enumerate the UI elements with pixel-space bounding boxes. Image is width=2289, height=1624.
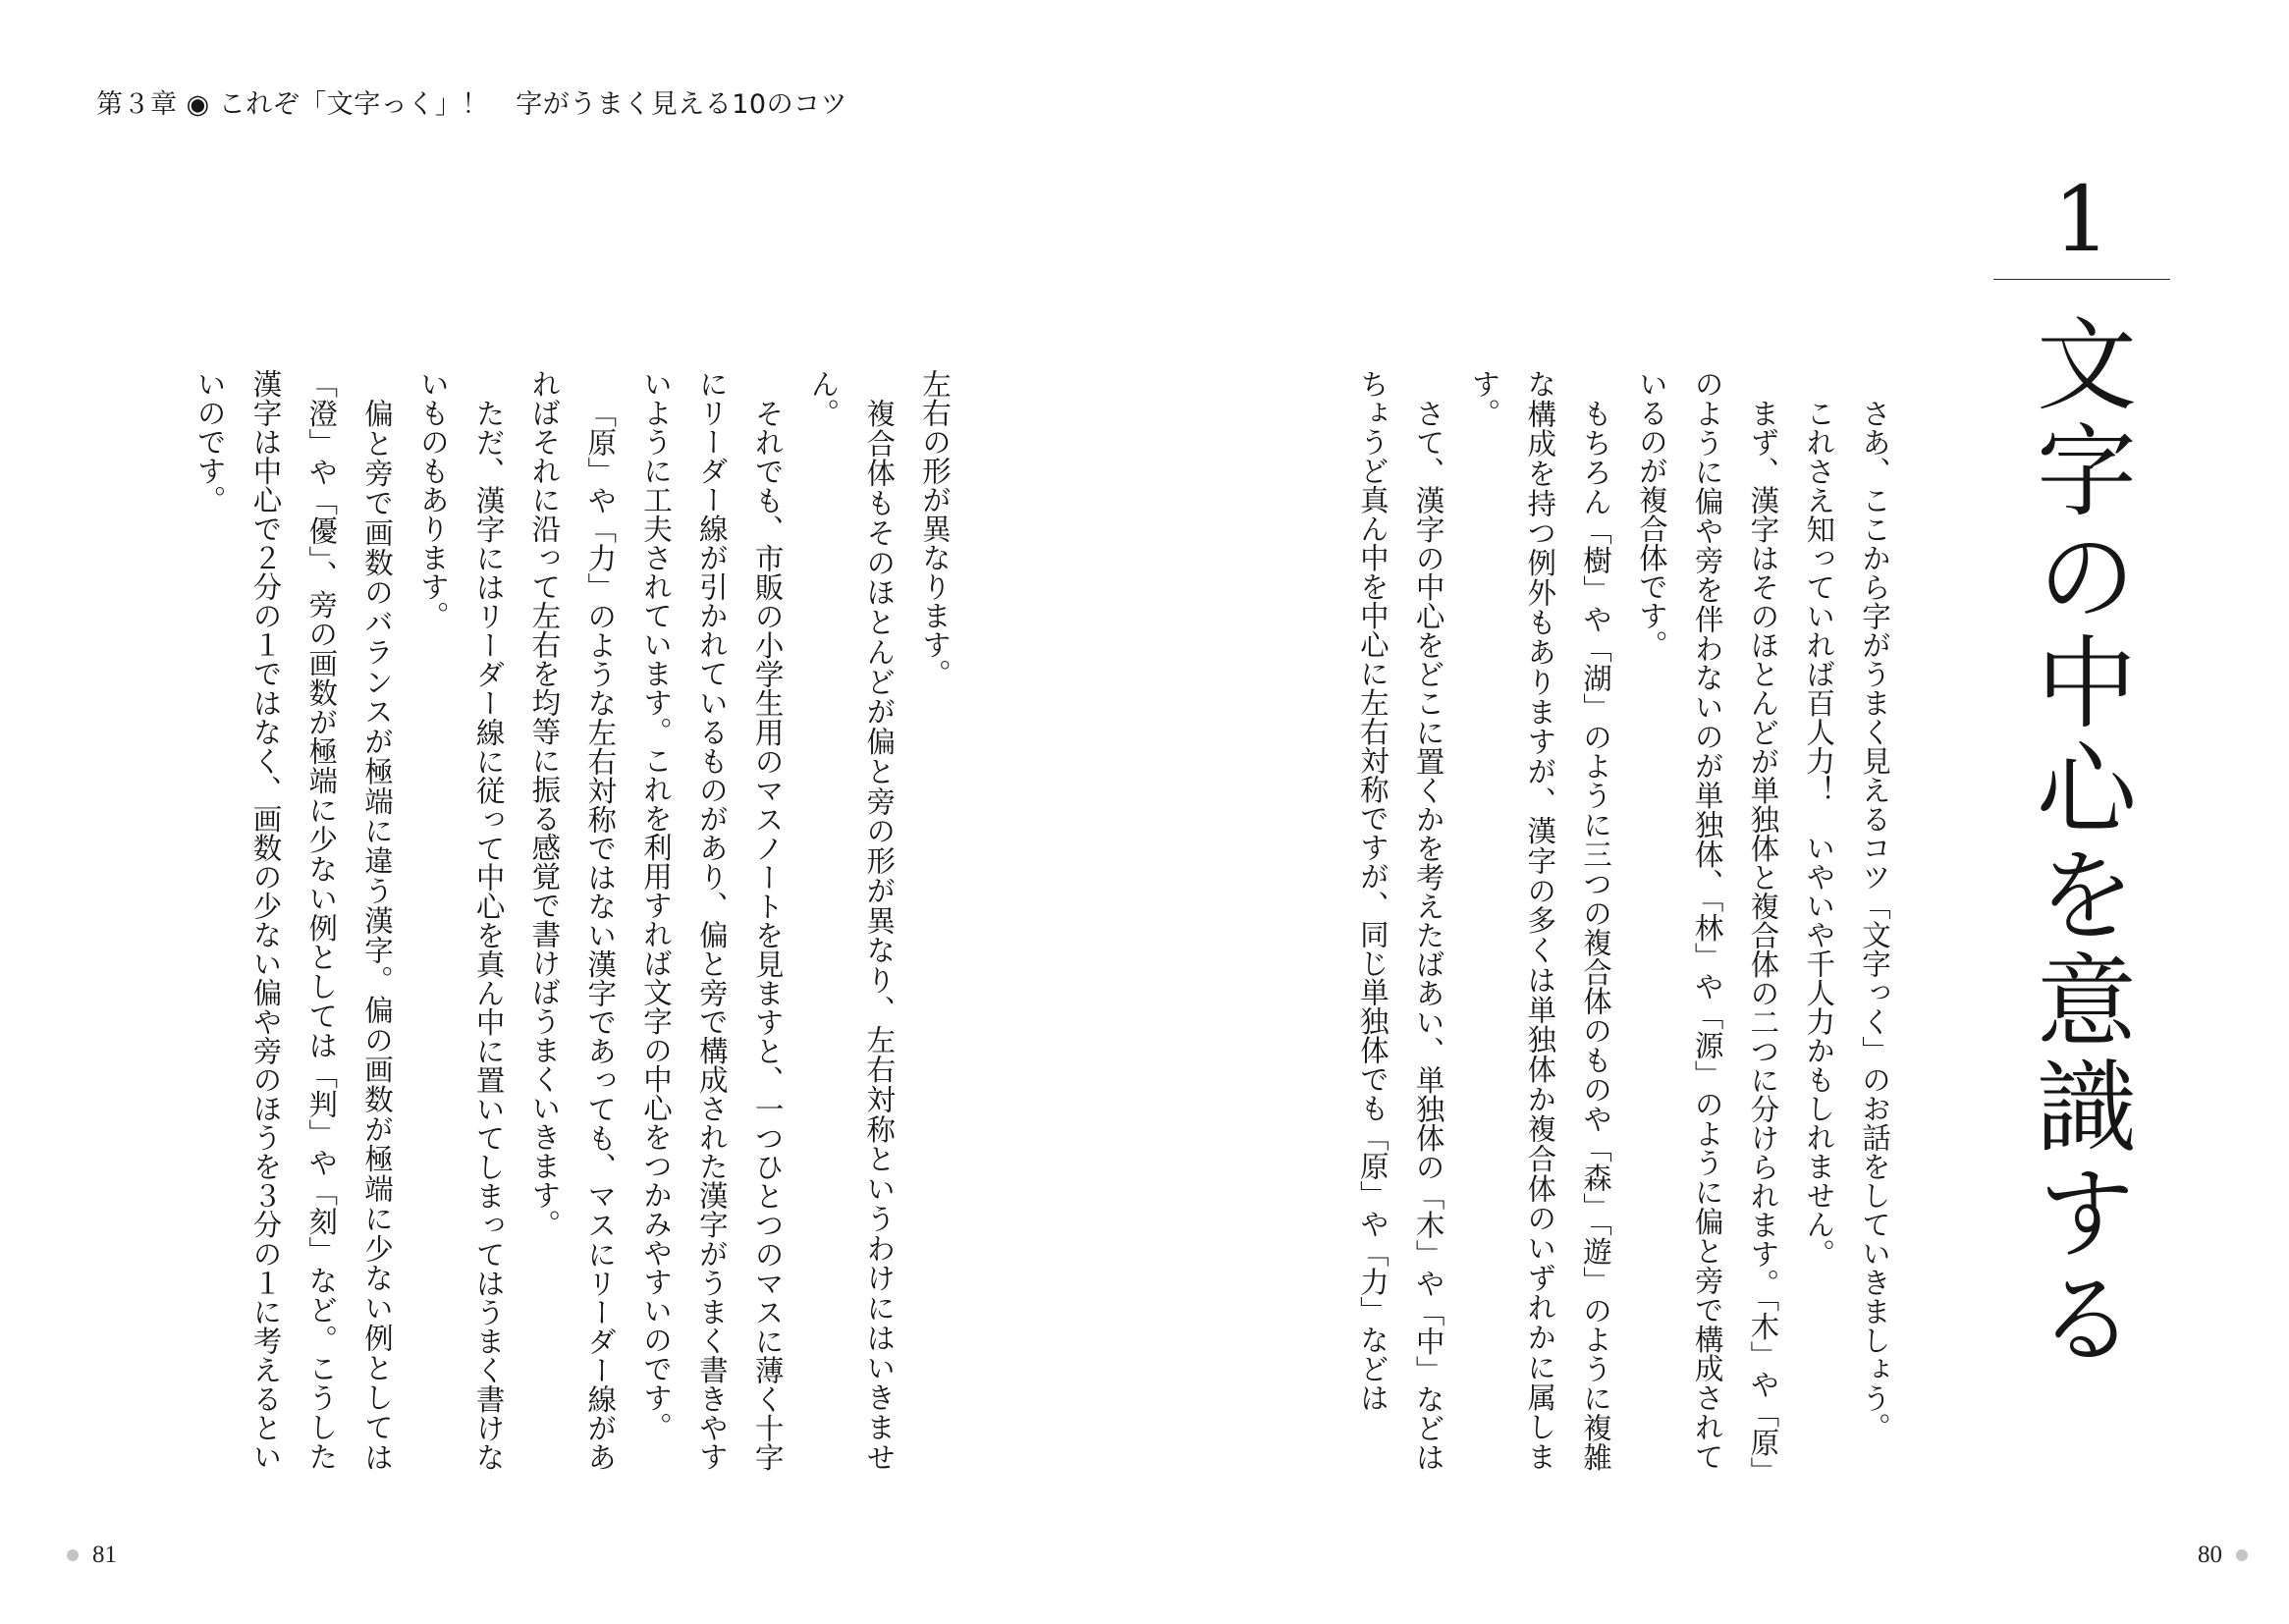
paragraph: 偏と旁で画数のバランスが極端に違う漢字。偏の画数が極端に少ない例としては「澄」や「優」、旁の画数が極端に少ない例としては「判」や「刻」など。こうした漢字は中心で２分の１ではなく、画数の少ない偏や旁のほうを３分の１に考えるといいのです。 [192, 369, 395, 1472]
paragraph: それでも、市販の小学生用のマスノートを見ますと、一つひとつのマスに薄く十字にリーダー線が引かれているものがあり、偏と旁で構成された漢字がうまく書きやすいように工夫されています。これを利用すれば文字の中心をつかみやすいのです。 [639, 369, 785, 1472]
bullet-dot-icon [67, 1549, 79, 1561]
left-page-number [67, 1542, 117, 1569]
paragraph: 「原」や「力」のような左右対称ではない漢字であっても、マスにリーダー線があればそれに沿って左右を均等に振る感覚で書けばうまくいきます。 [527, 369, 618, 1471]
paragraph: さて、漢字の中心をどこに置くかを考えたばあい、単独体の「木」や「中」などはちょうど真ん中を中心に左右対称ですが、同じ単独体でも「原」や「力」などは [1355, 369, 1445, 1471]
paragraph: もちろん「樹」や「湖」のように三つの複合体のものや「森」「遊」のように複雑な構成を持つ例外もありますが、漢字の多くは単独体か複合体のいずれかに属します。 [1467, 369, 1613, 1471]
paragraph: ただ、漢字にはリーダー線に従って中心を真ん中に置いてしまってはうまく書けないものもあります。 [415, 369, 506, 1471]
bullet-dot-icon [2236, 1549, 2248, 1561]
right-page-number [2198, 1542, 2248, 1569]
paragraph: これさえ知っていれば百人力！ いやいや千人力かもしれません。 [1802, 398, 1836, 1268]
section-title: 文字の中心を意識する [2020, 312, 2137, 1373]
running-header: 第３章 ◉ これぞ「文字っく」！ 字がうまく見える10のコツ [96, 89, 848, 120]
chapter-number: 1 [2052, 167, 2111, 272]
paragraph: 左右の形が異なります。 [918, 369, 952, 688]
page-number-text: 80 [2198, 1542, 2222, 1568]
page-number-text: 81 [92, 1542, 117, 1568]
paragraph: 複合体もそのほとんどが偏と旁の形が異なり、左右対称というわけにはいきません。 [806, 369, 897, 1471]
chapter-divider [1993, 279, 2170, 280]
paragraph: まず、漢字はそのほとんどが単独体と複合体の二つに分けられます。「木」や「原」のように偏や旁を伴わないのが単独体、「林」や「源」のように偏と旁で構成されているのが複合体です。 [1634, 369, 1780, 1471]
left-page-body [136, 369, 962, 1471]
right-page-body [1333, 369, 1902, 1471]
paragraph: さあ、ここから字がうまく見えるコツ「文字っく」のお話をしていきましょう。 [1858, 398, 1891, 1441]
